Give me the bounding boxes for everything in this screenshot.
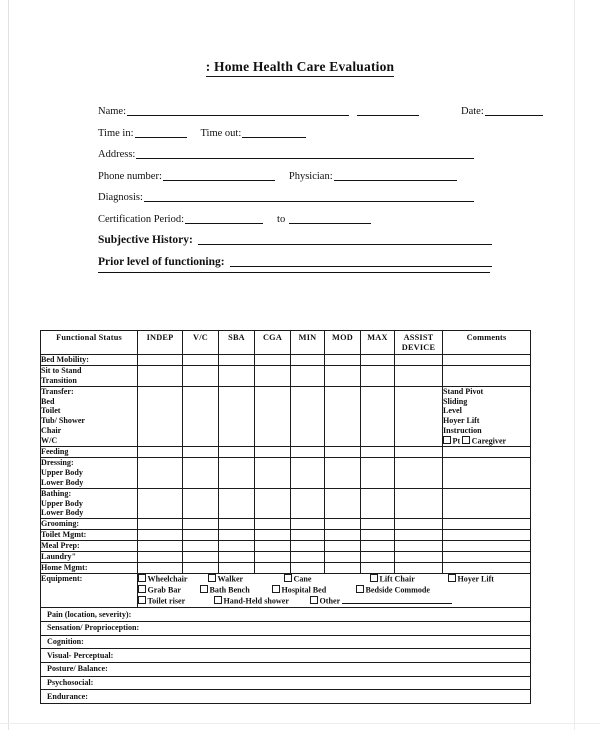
field-write-line[interactable] bbox=[163, 170, 275, 181]
comments-cell[interactable] bbox=[443, 562, 531, 573]
field-label: Subjective History: bbox=[98, 234, 193, 246]
score-cell[interactable] bbox=[255, 530, 291, 541]
checkbox-grab-bar[interactable] bbox=[138, 585, 146, 593]
equipment-other-write-line[interactable] bbox=[342, 596, 452, 604]
comments-cell[interactable] bbox=[443, 519, 531, 530]
comments-cell[interactable] bbox=[443, 447, 531, 458]
assessment-label: Pain (location, severity): bbox=[47, 609, 132, 619]
table-row bbox=[41, 488, 531, 519]
score-cell[interactable] bbox=[219, 355, 255, 366]
equipment-option-label: Hand-Held shower bbox=[223, 596, 289, 606]
field-label: Time in: bbox=[98, 127, 134, 139]
scan-edge-right bbox=[574, 0, 575, 730]
checkbox-wheelchair[interactable] bbox=[138, 574, 146, 582]
assessment-label-cell[interactable] bbox=[41, 690, 531, 704]
score-cell[interactable] bbox=[291, 386, 325, 447]
score-cell[interactable] bbox=[291, 447, 325, 458]
field-write-line[interactable] bbox=[357, 105, 419, 116]
checkbox-hoyer-lift[interactable] bbox=[448, 574, 456, 582]
score-cell[interactable] bbox=[183, 355, 219, 366]
score-cell[interactable] bbox=[255, 562, 291, 573]
score-cell[interactable] bbox=[183, 386, 219, 447]
assist-device-line-1: ASSIST bbox=[403, 333, 434, 342]
subjective-history-continuation-rule[interactable] bbox=[98, 272, 490, 273]
field-label: Phone number: bbox=[98, 170, 162, 182]
score-cell[interactable] bbox=[395, 551, 443, 562]
score-cell[interactable] bbox=[325, 365, 361, 386]
score-cell[interactable] bbox=[138, 355, 183, 366]
equipment-option-label: Wheelchair bbox=[147, 574, 188, 584]
title-container bbox=[0, 58, 600, 77]
assessment-label: Psychosocial: bbox=[47, 678, 94, 688]
checkbox-bath-bench[interactable] bbox=[200, 585, 208, 593]
assessment-label: Endurance: bbox=[47, 691, 88, 701]
assessment-label-cell[interactable] bbox=[41, 676, 531, 690]
row-label-cell bbox=[41, 386, 138, 447]
checkbox-label: Caregiver bbox=[471, 436, 507, 446]
assessment-label-cell[interactable] bbox=[41, 649, 531, 663]
table-row bbox=[41, 458, 531, 489]
equipment-option-label: Bath Bench bbox=[209, 585, 250, 595]
score-cell[interactable] bbox=[291, 541, 325, 552]
row-label-cell bbox=[41, 530, 138, 541]
form-fields-area bbox=[98, 105, 498, 277]
equipment-option[interactable] bbox=[310, 596, 340, 607]
assessment-row[interactable] bbox=[41, 662, 531, 676]
header-functional-status: Functional Status bbox=[41, 331, 138, 355]
score-cell[interactable] bbox=[183, 458, 219, 489]
comments-cell[interactable] bbox=[443, 386, 531, 447]
row-label-line: Home Mgmt: bbox=[41, 562, 88, 572]
score-cell[interactable] bbox=[255, 355, 291, 366]
checkbox-caregiver[interactable] bbox=[462, 436, 470, 444]
score-cell[interactable] bbox=[395, 365, 443, 386]
field-label-secondary: Time out: bbox=[200, 127, 242, 139]
row-label-line: Dressing: bbox=[41, 458, 74, 468]
row-label-cell bbox=[41, 365, 138, 386]
assessment-label-cell[interactable] bbox=[41, 662, 531, 676]
comments-cell[interactable] bbox=[443, 355, 531, 366]
score-cell[interactable] bbox=[395, 530, 443, 541]
form-row bbox=[98, 105, 498, 117]
equipment-option-line bbox=[138, 596, 530, 607]
field-write-line[interactable] bbox=[136, 148, 474, 159]
row-label-line: Toilet bbox=[41, 406, 61, 416]
row-label-line: Bathing: bbox=[41, 488, 72, 498]
field-write-line[interactable] bbox=[242, 127, 306, 138]
score-cell[interactable] bbox=[361, 447, 395, 458]
header-min: MIN bbox=[291, 331, 325, 355]
assessment-row[interactable] bbox=[41, 690, 531, 704]
comments-cell[interactable] bbox=[443, 488, 531, 519]
field-write-line[interactable] bbox=[127, 105, 349, 116]
field-write-line[interactable] bbox=[485, 105, 543, 116]
score-cell[interactable] bbox=[255, 519, 291, 530]
row-label-line: Lower Body bbox=[41, 477, 84, 487]
header-assist-device bbox=[395, 331, 443, 355]
comment-option: Hoyer Lift bbox=[443, 416, 480, 426]
score-cell[interactable] bbox=[325, 458, 361, 489]
equipment-option-label: Grab Bar bbox=[147, 585, 181, 595]
score-cell[interactable] bbox=[361, 551, 395, 562]
row-label-line: Lower Body bbox=[41, 508, 84, 518]
comments-cell[interactable] bbox=[443, 541, 531, 552]
equipment-option[interactable] bbox=[214, 596, 310, 607]
comments-cell[interactable] bbox=[443, 458, 531, 489]
score-cell[interactable] bbox=[138, 488, 183, 519]
equipment-option-label: Toilet riser bbox=[147, 596, 186, 606]
score-cell[interactable] bbox=[325, 386, 361, 447]
header-cga: CGA bbox=[255, 331, 291, 355]
equipment-option-label: Walker bbox=[217, 574, 244, 584]
equipment-option[interactable] bbox=[200, 585, 272, 596]
row-label-line: Bed Mobility: bbox=[41, 355, 89, 365]
score-cell[interactable] bbox=[395, 488, 443, 519]
assessment-label: Cognition: bbox=[47, 637, 84, 647]
equipment-option-label: Lift Chair bbox=[379, 574, 415, 584]
row-label-line: Grooming: bbox=[41, 519, 80, 529]
assessment-label-cell[interactable] bbox=[41, 635, 531, 649]
checkbox-lift-chair[interactable] bbox=[370, 574, 378, 582]
score-cell[interactable] bbox=[183, 365, 219, 386]
assessment-label: Visual- Perceptual: bbox=[47, 650, 114, 660]
checkbox-bedside-commode[interactable] bbox=[356, 585, 364, 593]
equipment-option[interactable] bbox=[208, 574, 284, 585]
field-label: Address: bbox=[98, 149, 136, 160]
score-cell[interactable] bbox=[138, 519, 183, 530]
form-row bbox=[98, 148, 498, 160]
score-cell[interactable] bbox=[183, 562, 219, 573]
assessment-row[interactable] bbox=[41, 635, 531, 649]
assessment-label-cell[interactable] bbox=[41, 608, 531, 622]
checkbox-cane[interactable] bbox=[284, 574, 292, 582]
table-row bbox=[41, 551, 531, 562]
score-cell[interactable] bbox=[138, 530, 183, 541]
header-comments: Comments bbox=[443, 331, 531, 355]
score-cell[interactable] bbox=[361, 530, 395, 541]
score-cell[interactable] bbox=[361, 488, 395, 519]
equipment-option[interactable] bbox=[272, 585, 356, 596]
assessment-row[interactable] bbox=[41, 608, 531, 622]
equipment-option-label: Hospital Bed bbox=[281, 585, 327, 595]
score-cell[interactable] bbox=[395, 541, 443, 552]
equipment-row bbox=[41, 573, 531, 608]
equipment-option-label: Other bbox=[319, 596, 341, 606]
score-cell[interactable] bbox=[183, 519, 219, 530]
field-label: Prior level of functioning: bbox=[98, 255, 225, 268]
field-write-line[interactable] bbox=[289, 213, 371, 224]
score-cell[interactable] bbox=[325, 519, 361, 530]
header-indep: INDEP bbox=[138, 331, 183, 355]
header-mod: MOD bbox=[325, 331, 361, 355]
row-label-cell bbox=[41, 541, 138, 552]
field-label: Diagnosis: bbox=[98, 192, 143, 203]
header-sba: SBA bbox=[219, 331, 255, 355]
row-label-cell bbox=[41, 519, 138, 530]
score-cell[interactable] bbox=[325, 551, 361, 562]
score-cell[interactable] bbox=[325, 488, 361, 519]
assessment-label: Sensation/ Proprioception: bbox=[47, 623, 140, 633]
equipment-option-line bbox=[138, 585, 530, 596]
page-title: : Home Health Care Evaluation bbox=[206, 59, 395, 77]
form-row bbox=[98, 213, 498, 225]
score-cell[interactable] bbox=[138, 365, 183, 386]
row-label-cell bbox=[41, 562, 138, 573]
comments-cell[interactable] bbox=[443, 551, 531, 562]
row-label-cell bbox=[41, 447, 138, 458]
comment-checkbox-line bbox=[443, 436, 530, 446]
table-row bbox=[41, 386, 531, 447]
score-cell[interactable] bbox=[291, 458, 325, 489]
score-cell[interactable] bbox=[291, 355, 325, 366]
row-label-line: Transfer: bbox=[41, 386, 74, 396]
score-cell[interactable] bbox=[395, 447, 443, 458]
row-label-line: Feeding bbox=[41, 447, 69, 457]
form-row bbox=[98, 170, 498, 182]
score-cell[interactable] bbox=[361, 355, 395, 366]
field-label: Certification Period: bbox=[98, 213, 185, 225]
score-cell[interactable] bbox=[219, 562, 255, 573]
score-cell[interactable] bbox=[291, 519, 325, 530]
assessment-label: Posture/ Balance: bbox=[47, 664, 108, 674]
row-label-cell bbox=[41, 488, 138, 519]
assessment-row[interactable] bbox=[41, 676, 531, 690]
equipment-options-cell bbox=[138, 573, 531, 608]
form-row bbox=[98, 127, 498, 139]
table-row bbox=[41, 447, 531, 458]
field-label-secondary: Date: bbox=[461, 106, 484, 117]
functional-status-table bbox=[40, 330, 531, 704]
score-cell[interactable] bbox=[219, 519, 255, 530]
score-cell[interactable] bbox=[255, 386, 291, 447]
equipment-option[interactable] bbox=[370, 574, 448, 585]
table-row bbox=[41, 562, 531, 573]
row-label-cell bbox=[41, 458, 138, 489]
score-cell[interactable] bbox=[255, 447, 291, 458]
equipment-option[interactable] bbox=[448, 574, 494, 585]
score-cell[interactable] bbox=[291, 530, 325, 541]
checkbox-walker[interactable] bbox=[208, 574, 216, 582]
score-cell[interactable] bbox=[219, 458, 255, 489]
row-label-line: Transition bbox=[41, 375, 77, 385]
checkbox-other[interactable] bbox=[310, 596, 318, 604]
score-cell[interactable] bbox=[183, 530, 219, 541]
comment-option: Instruction bbox=[443, 426, 482, 436]
form-row bbox=[98, 256, 498, 268]
equipment-label: Equipment: bbox=[41, 573, 83, 583]
score-cell[interactable] bbox=[255, 488, 291, 519]
score-cell[interactable] bbox=[291, 551, 325, 562]
score-cell[interactable] bbox=[219, 541, 255, 552]
checkbox-label: Pt bbox=[452, 436, 461, 446]
comment-option: Stand Pivot bbox=[443, 386, 484, 396]
comments-cell[interactable] bbox=[443, 530, 531, 541]
comment-option: Level bbox=[443, 406, 462, 416]
row-label-line: W/C bbox=[41, 435, 58, 445]
row-label-line: Sit to Stand bbox=[41, 365, 82, 375]
scan-edge-bottom bbox=[0, 723, 600, 724]
row-label-line: Chair bbox=[41, 426, 62, 436]
checkbox-hand-held-shower[interactable] bbox=[214, 596, 222, 604]
checkbox-pt[interactable] bbox=[443, 436, 451, 444]
field-label-secondary: Physician: bbox=[288, 170, 333, 182]
row-label-cell bbox=[41, 551, 138, 562]
comments-cell[interactable] bbox=[443, 365, 531, 386]
score-cell[interactable] bbox=[291, 488, 325, 519]
field-label-secondary: to bbox=[277, 213, 286, 225]
form-row bbox=[98, 234, 498, 246]
score-cell[interactable] bbox=[361, 458, 395, 489]
score-cell[interactable] bbox=[325, 355, 361, 366]
checkbox-hospital-bed[interactable] bbox=[272, 585, 280, 593]
score-cell[interactable] bbox=[138, 541, 183, 552]
header-max: MAX bbox=[361, 331, 395, 355]
score-cell[interactable] bbox=[361, 365, 395, 386]
score-cell[interactable] bbox=[395, 386, 443, 447]
equipment-option-label: Cane bbox=[293, 574, 312, 584]
score-cell[interactable] bbox=[219, 530, 255, 541]
score-cell[interactable] bbox=[361, 562, 395, 573]
form-row bbox=[98, 191, 498, 203]
equipment-option[interactable] bbox=[138, 585, 200, 596]
score-cell[interactable] bbox=[183, 488, 219, 519]
score-cell[interactable] bbox=[138, 458, 183, 489]
row-label-line: Meal Prep: bbox=[41, 541, 80, 551]
score-cell[interactable] bbox=[395, 458, 443, 489]
equipment-option-label: Bedside Commode bbox=[365, 585, 431, 595]
score-cell[interactable] bbox=[138, 386, 183, 447]
equipment-option[interactable] bbox=[138, 596, 214, 607]
score-cell[interactable] bbox=[138, 551, 183, 562]
assessment-row[interactable] bbox=[41, 649, 531, 663]
row-label-cell bbox=[41, 355, 138, 366]
score-cell[interactable] bbox=[183, 541, 219, 552]
header-vc: V/C bbox=[183, 331, 219, 355]
score-cell[interactable] bbox=[325, 530, 361, 541]
score-cell[interactable] bbox=[219, 447, 255, 458]
score-cell[interactable] bbox=[291, 365, 325, 386]
row-label-line: Toilet Mgmt: bbox=[41, 530, 87, 540]
score-cell[interactable] bbox=[219, 488, 255, 519]
row-label-line: Upper Body bbox=[41, 498, 83, 508]
score-cell[interactable] bbox=[255, 458, 291, 489]
score-cell[interactable] bbox=[255, 365, 291, 386]
assist-device-line-2: DEVICE bbox=[401, 342, 436, 352]
comment-option: Sliding bbox=[443, 396, 468, 406]
table-row bbox=[41, 355, 531, 366]
score-cell[interactable] bbox=[255, 551, 291, 562]
score-cell[interactable] bbox=[183, 551, 219, 562]
score-cell[interactable] bbox=[395, 562, 443, 573]
checkbox-toilet-riser[interactable] bbox=[138, 596, 146, 604]
field-write-line[interactable] bbox=[230, 256, 492, 267]
field-write-line[interactable] bbox=[144, 191, 474, 202]
equipment-option-label: Hoyer Lift bbox=[457, 574, 494, 584]
score-cell[interactable] bbox=[291, 562, 325, 573]
row-label-line: Bed bbox=[41, 396, 55, 406]
equipment-label-cell bbox=[41, 573, 138, 608]
score-cell[interactable] bbox=[395, 355, 443, 366]
score-cell[interactable] bbox=[138, 562, 183, 573]
table-header-row bbox=[41, 331, 531, 355]
table-row bbox=[41, 519, 531, 530]
equipment-option[interactable] bbox=[356, 585, 430, 596]
table-row bbox=[41, 541, 531, 552]
score-cell[interactable] bbox=[219, 365, 255, 386]
score-cell[interactable] bbox=[325, 562, 361, 573]
row-label-line: Laundry" bbox=[41, 551, 77, 561]
field-write-line[interactable] bbox=[198, 234, 492, 245]
score-cell[interactable] bbox=[361, 519, 395, 530]
table-row bbox=[41, 365, 531, 386]
field-write-line[interactable] bbox=[135, 127, 187, 138]
equipment-option[interactable] bbox=[138, 574, 208, 585]
field-write-line[interactable] bbox=[334, 170, 457, 181]
scan-edge-left bbox=[8, 0, 9, 730]
score-cell[interactable] bbox=[325, 541, 361, 552]
score-cell[interactable] bbox=[361, 386, 395, 447]
field-write-line[interactable] bbox=[185, 213, 263, 224]
score-cell[interactable] bbox=[255, 541, 291, 552]
score-cell[interactable] bbox=[395, 519, 443, 530]
score-cell[interactable] bbox=[138, 447, 183, 458]
assessment-label-cell[interactable] bbox=[41, 621, 531, 635]
table-row bbox=[41, 530, 531, 541]
score-cell[interactable] bbox=[219, 551, 255, 562]
score-cell[interactable] bbox=[325, 447, 361, 458]
row-label-line: Upper Body bbox=[41, 468, 83, 478]
table-body bbox=[41, 355, 531, 704]
score-cell[interactable] bbox=[183, 447, 219, 458]
score-cell[interactable] bbox=[361, 541, 395, 552]
field-label: Name: bbox=[98, 106, 126, 117]
assessment-row[interactable] bbox=[41, 621, 531, 635]
equipment-option-line bbox=[138, 574, 530, 585]
score-cell[interactable] bbox=[219, 386, 255, 447]
row-label-line: Tub/ Shower bbox=[41, 416, 86, 426]
equipment-option[interactable] bbox=[284, 574, 370, 585]
